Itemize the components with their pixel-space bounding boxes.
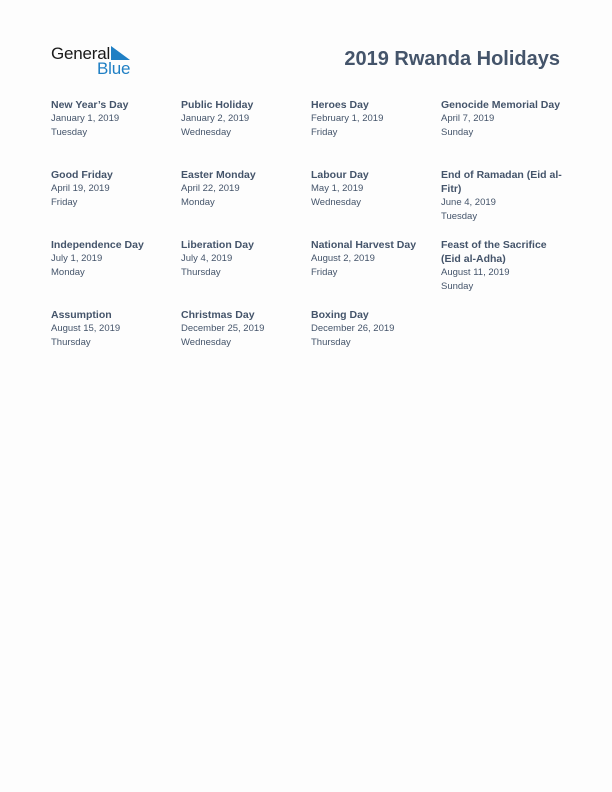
holiday-weekday: Friday — [311, 267, 338, 278]
holiday-name: New Year’s Day — [51, 99, 129, 111]
holiday-name: Independence Day — [51, 239, 144, 251]
holiday-item — [311, 238, 433, 308]
holiday-date: August 2, 2019 — [311, 253, 375, 264]
holiday-weekday: Monday — [181, 197, 215, 208]
holiday-date: May 1, 2019 — [311, 183, 364, 194]
holiday-weekday: Wednesday — [311, 197, 361, 208]
holiday-name: Boxing Day — [311, 309, 369, 321]
holiday-weekday: Sunday — [441, 127, 474, 138]
holiday-item — [181, 238, 303, 308]
holiday-name: Christmas Day — [181, 309, 255, 321]
holiday-weekday: Friday — [311, 127, 338, 138]
holiday-date: February 1, 2019 — [311, 113, 384, 124]
holiday-date: August 15, 2019 — [51, 323, 121, 334]
page-title: 2019 Rwanda Holidays — [344, 48, 560, 70]
holiday-date: December 26, 2019 — [311, 323, 395, 334]
generalblue-logo — [51, 44, 141, 78]
holiday-item — [311, 98, 433, 168]
holiday-weekday: Tuesday — [441, 211, 478, 222]
logo-triangle-icon — [111, 46, 130, 60]
holiday-name: Easter Monday — [181, 169, 256, 181]
holiday-weekday: Monday — [51, 267, 85, 278]
holiday-name: Genocide Memorial Day — [441, 99, 561, 111]
logo-word-general: General — [51, 44, 111, 63]
holiday-item — [311, 168, 433, 238]
holiday-item — [51, 308, 173, 378]
holiday-weekday: Wednesday — [181, 337, 231, 348]
holiday-weekday: Thursday — [51, 337, 91, 348]
logo-word-blue: Blue — [97, 59, 131, 78]
holiday-name: Public Holiday — [181, 99, 254, 111]
holiday-weekday: Wednesday — [181, 127, 231, 138]
holiday-date: April 7, 2019 — [441, 113, 495, 124]
holiday-name: End of Ramadan (Eid al-Fitr) — [441, 169, 562, 195]
holiday-name: Feast of the Sacrifice (Eid al-Adha) — [441, 239, 547, 265]
holiday-name: Liberation Day — [181, 239, 254, 251]
holiday-date: April 19, 2019 — [51, 183, 110, 194]
holiday-date: April 22, 2019 — [181, 183, 240, 194]
holiday-item — [51, 168, 173, 238]
holiday-weekday: Thursday — [181, 267, 221, 278]
holiday-date: August 11, 2019 — [441, 267, 510, 278]
holiday-date: January 2, 2019 — [181, 113, 250, 124]
holiday-weekday: Thursday — [311, 337, 351, 348]
holiday-weekday: Tuesday — [51, 127, 88, 138]
holiday-weekday: Friday — [51, 197, 78, 208]
holiday-item — [51, 98, 173, 168]
holiday-item — [441, 238, 563, 308]
holiday-item — [441, 98, 563, 168]
holiday-name: Heroes Day — [311, 99, 369, 111]
holiday-name: National Harvest Day — [311, 239, 417, 251]
holiday-weekday: Sunday — [441, 281, 474, 292]
holiday-item — [311, 308, 433, 378]
holiday-name: Assumption — [51, 309, 112, 321]
holiday-date: January 1, 2019 — [51, 113, 120, 124]
holiday-name: Good Friday — [51, 169, 113, 181]
holiday-date: June 4, 2019 — [441, 197, 496, 208]
holiday-item — [181, 168, 303, 238]
holiday-item — [441, 168, 563, 238]
holiday-grid — [51, 98, 571, 378]
holiday-item — [51, 238, 173, 308]
holiday-date: July 1, 2019 — [51, 253, 103, 264]
holiday-item — [181, 308, 303, 378]
holiday-item — [181, 98, 303, 168]
holiday-name: Labour Day — [311, 169, 369, 181]
holiday-date: July 4, 2019 — [181, 253, 233, 264]
holiday-date: December 25, 2019 — [181, 323, 265, 334]
